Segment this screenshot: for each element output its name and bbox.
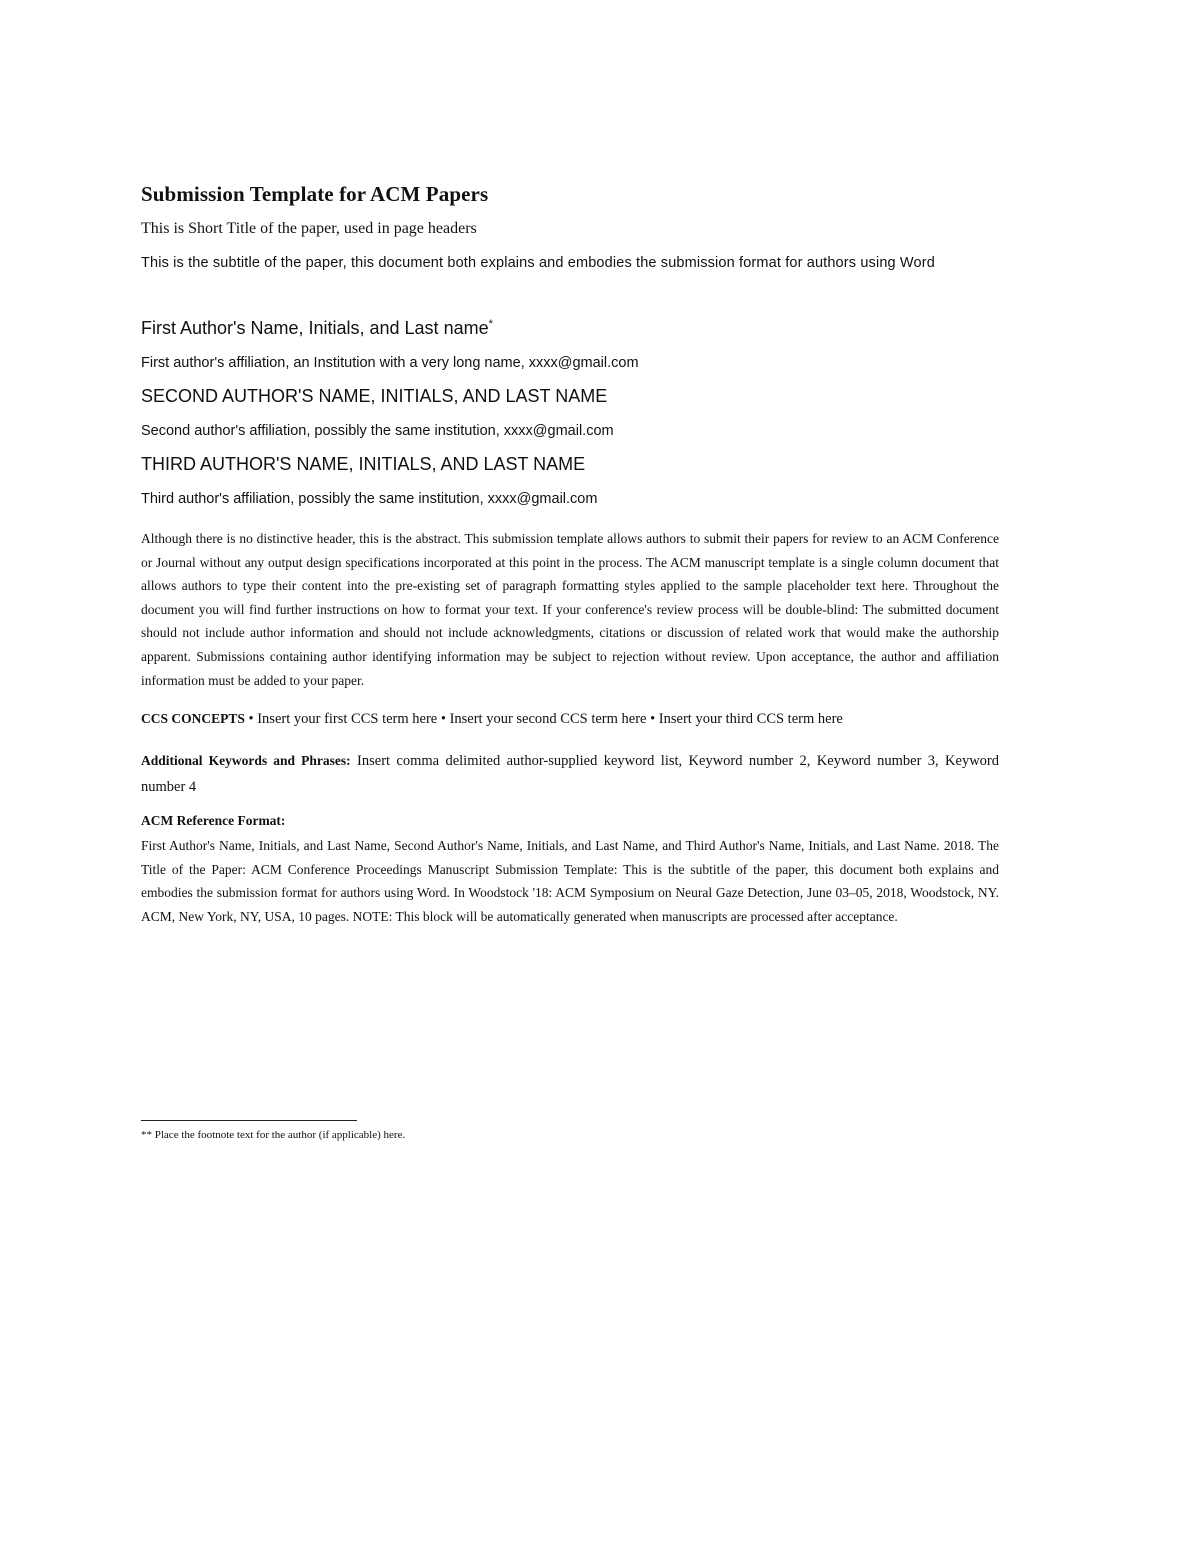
footnote-divider <box>141 1120 357 1121</box>
additional-keywords <box>141 748 999 800</box>
third-author-name: THIRD AUTHOR'S NAME, INITIALS, AND LAST NAME <box>141 454 586 474</box>
author-name-text: First Author's Name, Initials, and Last name <box>141 318 489 338</box>
footnote: ** Place the footnote text for the author (if applicable) here. <box>141 1129 406 1141</box>
reference-format-text: First Author's Name, Initials, and Last Name, Second Author's Name, Initials, and Last Name, and Third Author's Name, Initials, and Last Name. 2018. The Title of the Paper: ACM Conference Proceedings Manuscript Submission Template: This is the subtitle of the paper, this document both explains and embodies the submission format for authors using Word. In Woodstock '18: ACM Symposium on Neural Gaze Detection, June 03–05, 2018, Woodstock, NY. ACM, New York, NY, USA, 10 pages. NOTE: This block will be automatically generated when manuscripts are processed after acceptance. <box>141 838 999 924</box>
ccs-concepts-label: CCS CONCEPTS <box>141 711 245 727</box>
reference-format-heading: ACM Reference Format: <box>141 813 286 829</box>
author-footnote-marker: * <box>488 318 493 330</box>
first-author-affiliation: First author's affiliation, an Institution with a very long name, xxxx@gmail.com <box>141 355 639 371</box>
second-author-name: SECOND AUTHOR'S NAME, INITIALS, AND LAST NAME <box>141 386 608 406</box>
ccs-concepts <box>141 706 999 732</box>
abstract: Although there is no distinctive header, this is the abstract. This submission template allows authors to submit their papers for review to an ACM Conference or Journal without any output design specifications incorporated at this point in the process. The ACM manuscript template is a single column document that allows authors to type their content into the pre-existing set of paragraph formatting styles applied to the sample placeholder text here. Throughout the document you will find further instructions on how to format your text. If your conference's review process will be double-blind: The submitted document should not include author information and should not include acknowledgments, citations or discussion of related work that would make the authorship apparent. Submissions containing author identifying information may be subject to rejection without review. Upon acceptance, the author and affiliation information must be added to your paper. <box>141 531 999 688</box>
keywords-label: Additional Keywords and Phrases: <box>141 753 351 769</box>
first-author-name <box>141 315 999 341</box>
short-title: This is Short Title of the paper, used in page headers <box>141 220 477 237</box>
second-author-affiliation: Second author's affiliation, possibly the same institution, xxxx@gmail.com <box>141 423 614 439</box>
page-content <box>141 180 999 929</box>
paper-title: Submission Template for ACM Papers <box>141 182 489 206</box>
keywords-text: Insert comma delimited author-supplied keyword list, Keyword number 2, Keyword number 3, Keyword number 4 <box>141 753 999 796</box>
ccs-concepts-text: • Insert your first CCS term here • Insert your second CCS term here • Insert your third CCS term here <box>244 711 843 728</box>
paper-subtitle: This is the subtitle of the paper, this document both explains and embodies the submission format for authors using Word <box>141 255 935 271</box>
third-author-affiliation: Third author's affiliation, possibly the same institution, xxxx@gmail.com <box>141 491 598 507</box>
